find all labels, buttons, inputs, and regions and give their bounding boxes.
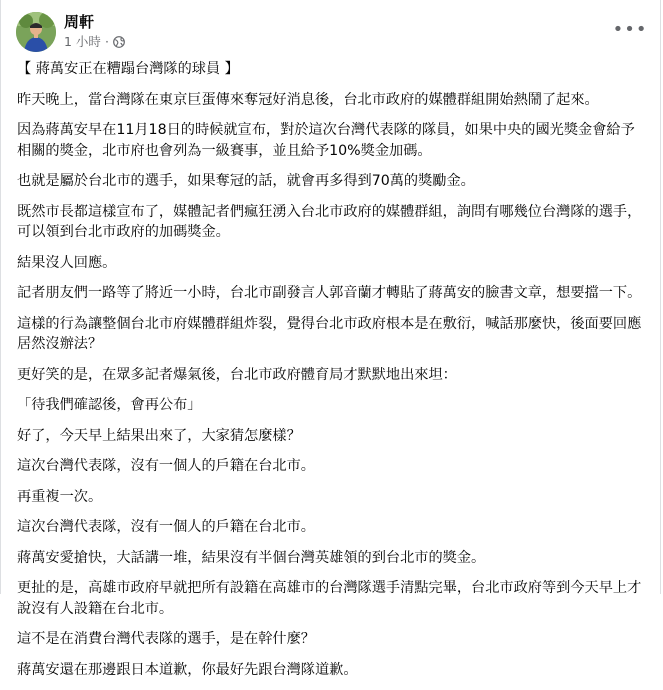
post-paragraph: 昨天晚上，當台灣隊在東京巨蛋傳來奪冠好消息後，台北市政府的媒體群組開始熱鬧了起來。 [17, 91, 599, 108]
post-paragraph: 蔣萬安還在那邊跟日本道歉，你最好先跟台灣隊道歉。 [17, 661, 358, 678]
post-paragraph: 「待我們確認後，會再公布」 [17, 397, 202, 413]
post-paragraph: 既然市長都這樣宣布了，媒體記者們瘋狂湧入台北市政府的媒體群組，詢問有哪幾位台灣隊的選手，可以領到台北市政府的加碼獎金。 [17, 203, 642, 240]
post-paragraph: 好了，今天早上結果出來了，大家猜怎麼樣？ [17, 427, 301, 444]
post-paragraph: 蔣萬安愛搶快，大話講一堆，結果沒有半個台灣英雄領的到台北市的獎金。 [17, 549, 486, 566]
post-paragraph: 【 蔣萬安正在糟蹋台灣隊的球員 】 [17, 61, 239, 77]
avatar[interactable] [16, 12, 56, 52]
author-name[interactable]: 周軒 [64, 13, 95, 31]
post-body [17, 59, 647, 690]
post-paragraph: 記者朋友們一路等了將近一小時，台北市副發言人郭音蘭才轉貼了蔣萬安的臉書文章，想要擋一下。 [17, 285, 642, 301]
post-paragraph: 這次台灣代表隊，沒有一個人的戶籍在台北市。 [17, 519, 315, 535]
post-header [16, 12, 648, 54]
meta-separator: · [104, 34, 109, 49]
more-options-icon: ••• [612, 19, 648, 40]
post-paragraph: 結果沒人回應。 [17, 254, 117, 271]
post-meta [64, 34, 125, 50]
post-paragraph: 因為蔣萬安早在11月18日的時候就宣布，對於這次台灣代表隊的隊員，如果中央的國光獎金會給予相關的獎金，北市府也會列為一級賽事，並且給予10%獎金加碼。 [17, 122, 635, 159]
post-paragraph: 也就是屬於台北市的選手，如果奪冠的話，就會再多得到70萬的獎勵金。 [17, 173, 475, 189]
post-paragraph: 再重複一次。 [17, 488, 103, 505]
avatar-image [16, 12, 56, 52]
post-time[interactable]: 1 小時 [64, 34, 101, 49]
post-paragraph: 這次台灣代表隊，沒有一個人的戶籍在台北市。 [17, 458, 315, 474]
author-block [64, 13, 125, 50]
post-paragraph: 這樣的行為讓整個台北市府媒體群組炸裂，覺得台北市政府根本是在敷衍，喊話那麼快，後面要回應居然沒辦法？ [17, 315, 642, 352]
post-paragraph: 這不是在消費台灣代表隊的選手，是在幹什麼？ [17, 631, 315, 647]
more-options-button[interactable] [612, 18, 648, 42]
globe-icon[interactable] [113, 36, 125, 48]
post-paragraph: 更扯的是，高雄市政府早就把所有設籍在高雄市的台灣隊選手清點完畢，台北市政府等到今天早上才說沒有人設籍在台北市。 [17, 580, 642, 617]
post-paragraph: 更好笑的是，在眾多記者爆氣後，台北市政府體育局才默默地出來坦： [17, 366, 457, 383]
